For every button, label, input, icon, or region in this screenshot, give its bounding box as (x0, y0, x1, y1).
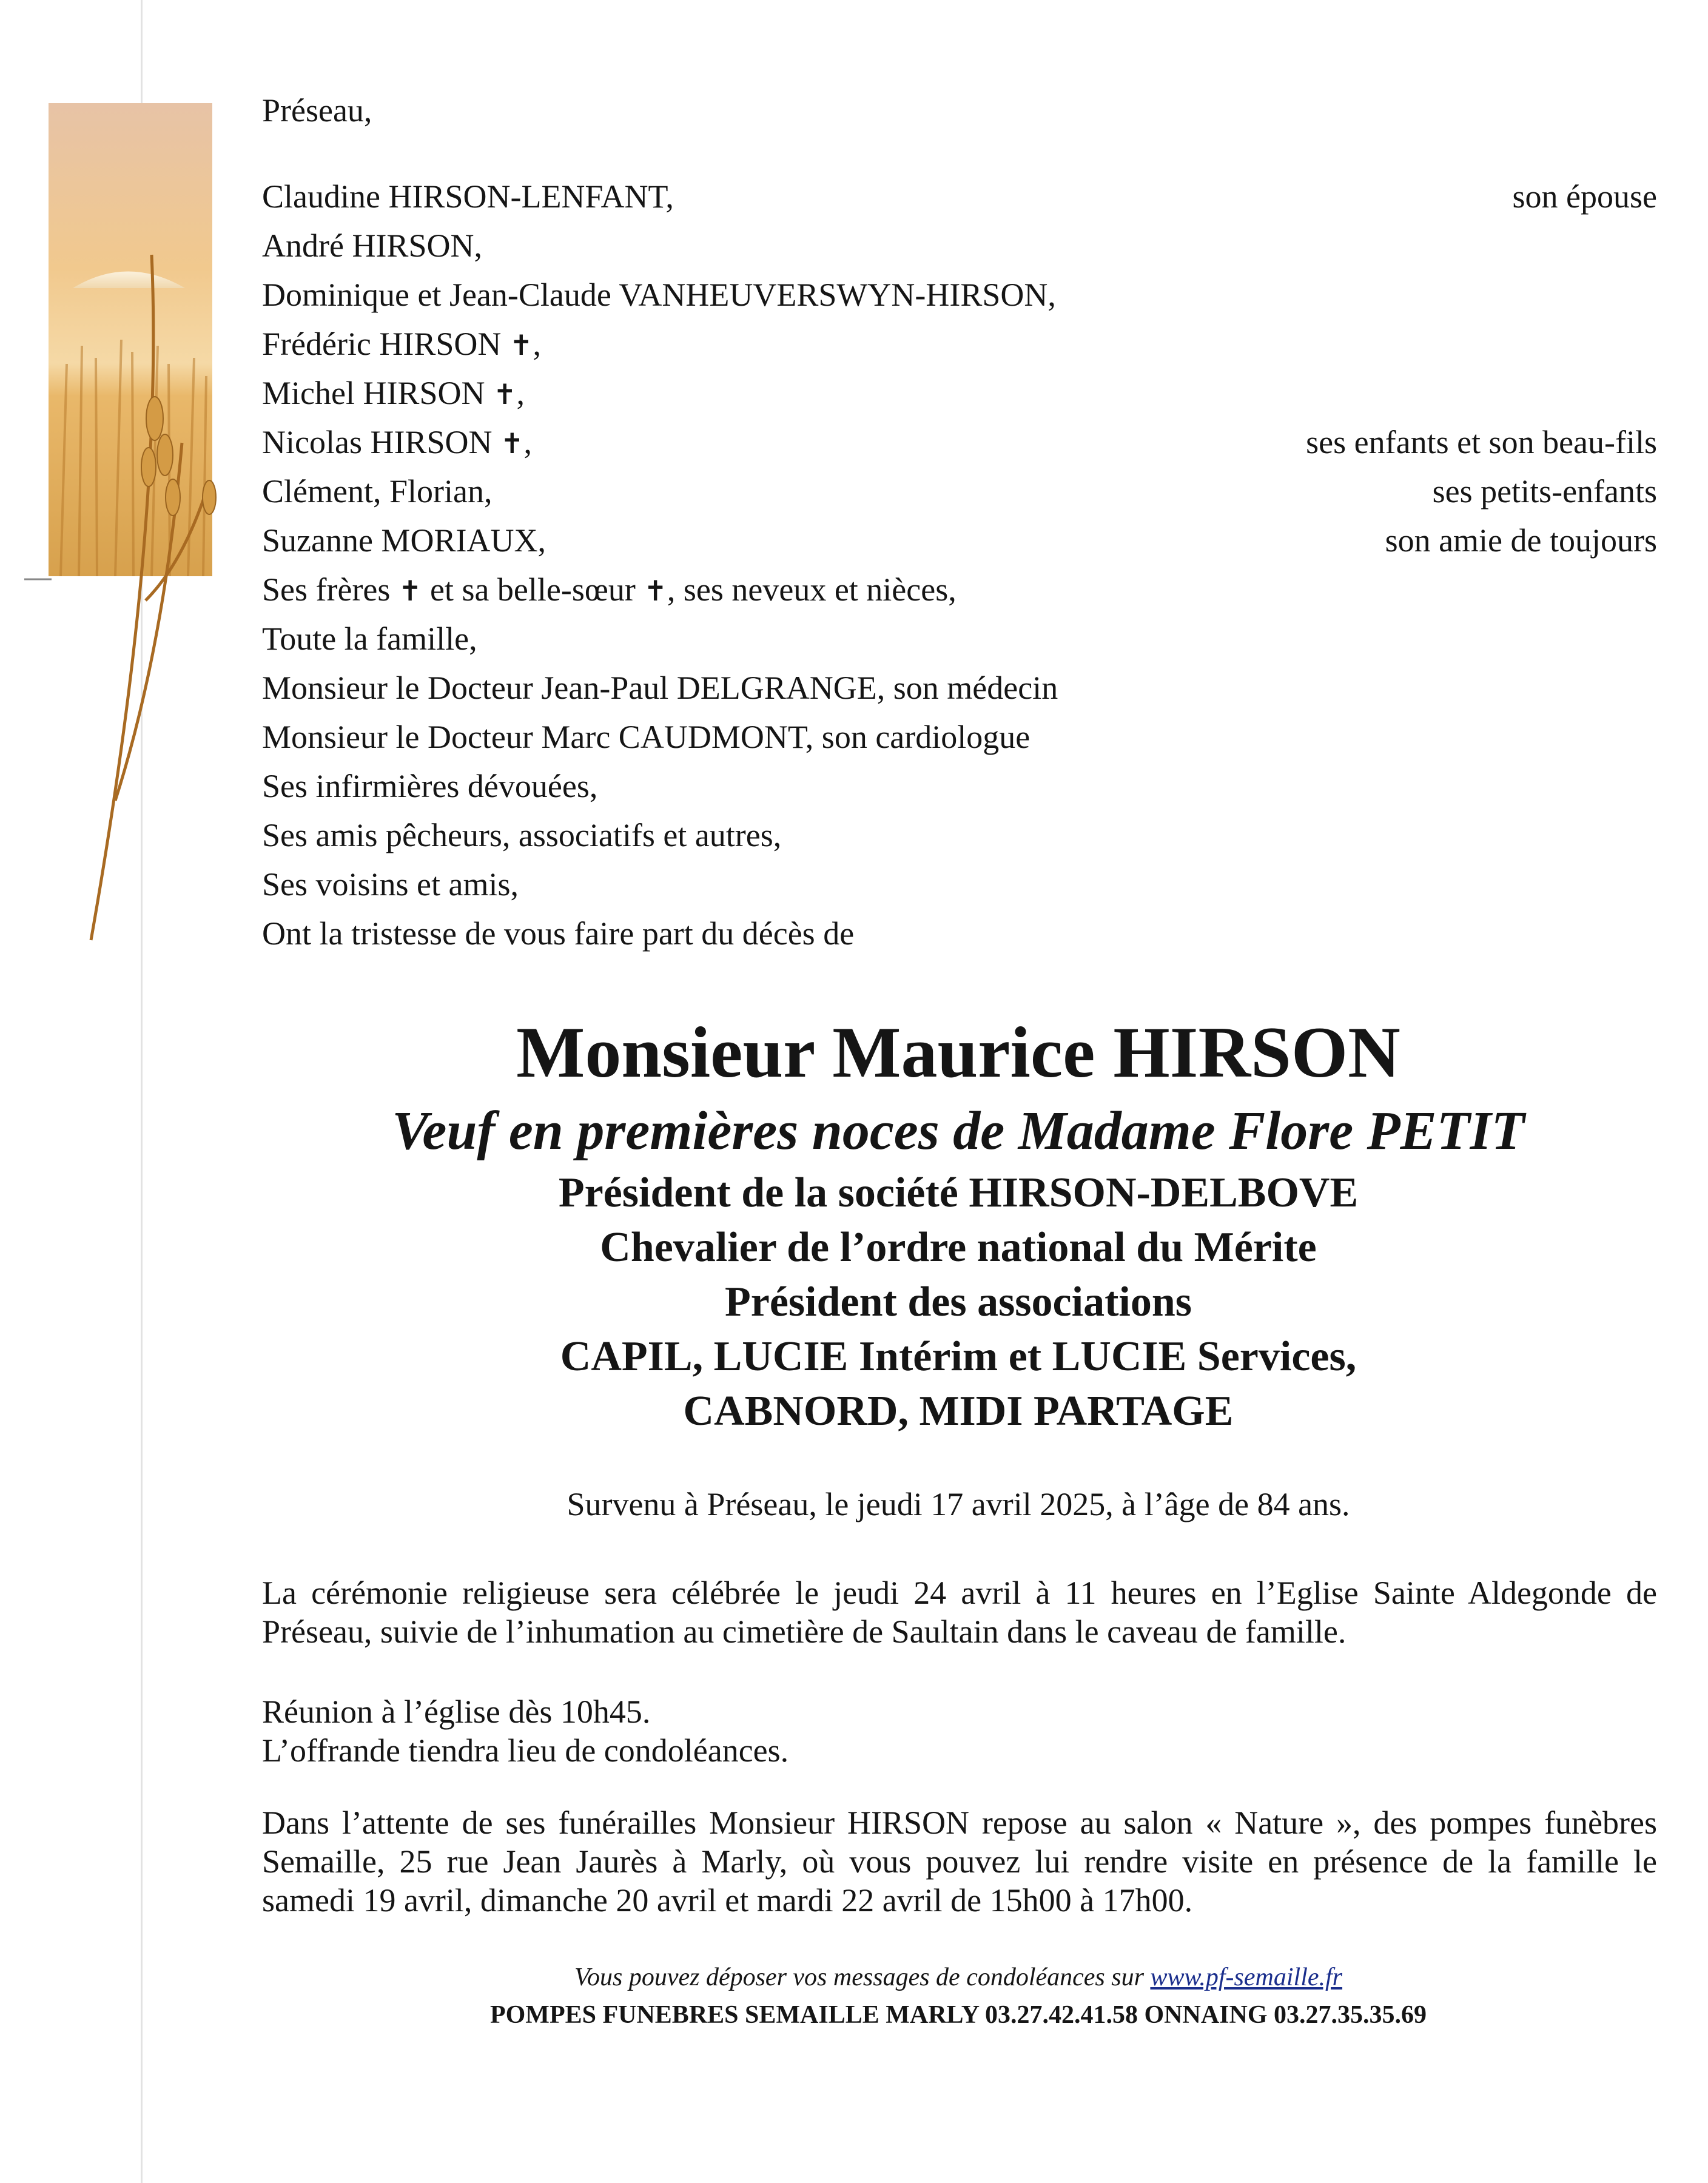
family-row (262, 418, 1657, 467)
paragraph-line: Réunion à l’église dès 10h45. (262, 1694, 651, 1730)
other-mourner: Ses infirmières dévouées, (262, 768, 598, 804)
family-member: Claudine HIRSON-LENFANT, (262, 178, 674, 215)
deceased-name: Monsieur Maurice HIRSON (516, 1012, 1400, 1092)
family-member: Michel HIRSON (262, 375, 485, 411)
honorary-titles (261, 1166, 1656, 1439)
condolence-link[interactable]: www.pf-semaille.fr (1150, 1963, 1343, 1991)
family-row (262, 271, 1657, 320)
widower-line: Veuf en premières noces de Madame Flore PETIT (392, 1101, 1525, 1161)
condolence-text: Vous pouvez déposer vos messages de condoléances sur (574, 1963, 1151, 1991)
death-notice: Survenu à Préseau, le jeudi 17 avril 2025, à l’âge de 84 ans. (567, 1486, 1350, 1522)
family-member: Clément, Florian, (262, 473, 493, 510)
condolence-note (261, 1960, 1656, 1994)
other-mourner: Monsieur le Docteur Marc CAUDMONT, son cardiologue (262, 719, 1031, 755)
siblings-row (262, 565, 1657, 614)
wheat-field-illustration (24, 103, 243, 952)
family-member: André HIRSON, (262, 227, 482, 264)
title-line: CAPIL, LUCIE Intérim et LUCIE Services, (560, 1333, 1357, 1380)
title-line: Chevalier de l’ordre national du Mérite (600, 1224, 1317, 1271)
funeral-home-contact: POMPES FUNEBRES SEMAILLE MARLY 03.27.42.41.58 ONNAING 03.27.35.35.69 (489, 2001, 1427, 2029)
family-member: Suzanne MORIAUX, (262, 522, 546, 559)
siblings-text: Ses frères (262, 571, 398, 608)
paragraph-line: L’offrande tiendra lieu de condoléances. (262, 1732, 789, 1769)
title-line: Président de la société HIRSON-DELBOVE (558, 1169, 1359, 1216)
other-mourner: Monsieur le Docteur Jean-Paul DELGRANGE, son médecin (262, 670, 1058, 706)
paragraph-line: Semaille, 25 rue Jean Jaurès à Marly, où vous pouvez lui rendre visite en présence de la famille le (262, 1843, 1657, 1880)
relation-label: son épouse (1512, 178, 1657, 215)
cross-icon: ✝ (493, 378, 517, 411)
meeting-paragraph (262, 1692, 1657, 1770)
family-member: Frédéric HIRSON (262, 326, 502, 362)
cross-icon: ✝ (500, 427, 524, 460)
paragraph-line: samedi 19 avril, dimanche 20 avril et mardi 22 avril de 15h00 à 17h00. (262, 1882, 1193, 1919)
punctuation: , (533, 326, 541, 362)
relation-label: ses enfants et son beau-fils (1306, 424, 1657, 460)
other-mourner: Ses voisins et amis, (262, 866, 519, 903)
cross-icon: ✝ (644, 574, 667, 607)
family-member: Nicolas HIRSON (262, 424, 493, 460)
siblings-text: , ses neveux et nièces, (667, 571, 957, 608)
other-mourner: Toute la famille, (262, 621, 477, 657)
cross-icon: ✝ (509, 329, 533, 362)
punctuation: , (523, 424, 533, 460)
family-row (262, 467, 1657, 516)
paragraph-line: Préseau, suivie de l’inhumation au cimetière de Saultain dans le caveau de famille. (262, 1613, 1347, 1650)
family-row (262, 221, 1657, 271)
ceremony-paragraph (262, 1573, 1657, 1651)
title-line: Président des associations (725, 1279, 1192, 1325)
family-member: Dominique et Jean-Claude VANHEUVERSWYN-HIRSON, (262, 277, 1056, 313)
family-row (262, 369, 1657, 418)
intro-place: Préseau, (262, 92, 372, 129)
title-line: CABNORD, MIDI PARTAGE (683, 1388, 1234, 1435)
family-list (262, 172, 1657, 958)
family-row (262, 172, 1657, 221)
paragraph-line: La cérémonie religieuse sera célébrée le jeudi 24 avril à 11 heures en l’Eglise Sainte Aldegonde de (262, 1575, 1657, 1611)
rest-paragraph (262, 1803, 1657, 1920)
family-row (262, 516, 1657, 565)
punctuation: , (516, 375, 525, 411)
other-mourner: Ses amis pêcheurs, associatifs et autres, (262, 817, 782, 853)
paragraph-line: Dans l’attente de ses funérailles Monsieur HIRSON repose au salon « Nature », des pompes funèbres (262, 1805, 1657, 1841)
family-row (262, 320, 1657, 369)
relation-label: ses petits-enfants (1432, 473, 1657, 510)
cross-icon: ✝ (398, 574, 422, 607)
siblings-text: et sa belle-sœur (422, 571, 644, 608)
announcement-line: Ont la tristesse de vous faire part du décès de (262, 915, 855, 952)
relation-label: son amie de toujours (1385, 522, 1657, 559)
